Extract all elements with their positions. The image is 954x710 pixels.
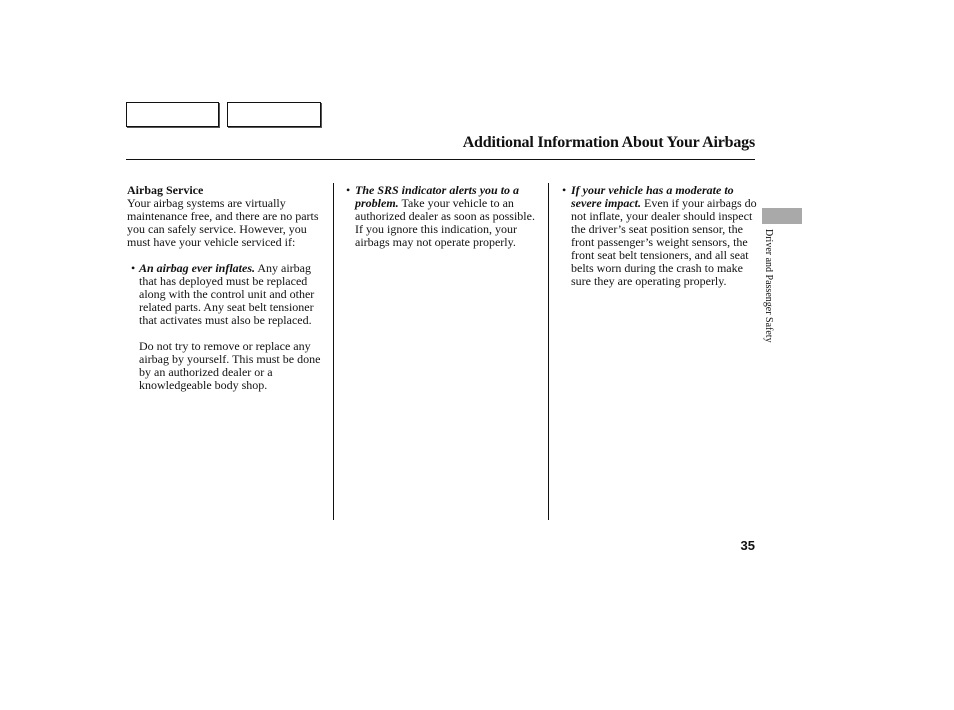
note-paragraph: Do not try to remove or replace any airbag by yourself. This must be done by an authorized dealer or a knowledgeable body shop. <box>139 339 321 392</box>
bullet-lead: If your vehicle has a moderate to severe impact. <box>571 183 734 210</box>
bullet-lead: An airbag ever inflates. <box>139 261 255 275</box>
section-tab[interactable] <box>762 208 802 224</box>
intro-paragraph: Your airbag systems are virtually maintenance free, and there are no parts you can safely service. However, you must have your vehicle serviced if: <box>127 196 319 249</box>
bullet-text: Even if your airbags do not inflate, your dealer should inspect the driver’s seat position sensor, the front passenger’s weight sensors, the front seat belt tensioners, and all seat belts worn during the crash to make sure they are operating properly. <box>571 196 757 288</box>
bullet-dot: • <box>346 183 351 197</box>
column-divider-2 <box>548 183 549 520</box>
bullet-lead: The SRS indicator alerts you to a problem. <box>355 183 520 210</box>
column-divider-1 <box>333 183 334 520</box>
section-label: Driver and Passenger Safety <box>763 229 774 343</box>
bullet-srs-indicator <box>346 184 536 249</box>
column-3 <box>562 184 757 288</box>
section-heading: Airbag Service <box>127 183 204 197</box>
nav-button-2[interactable] <box>227 102 321 127</box>
page-number: 35 <box>740 538 755 553</box>
bullet-airbag-inflates <box>131 262 327 327</box>
bullet-dot: • <box>562 183 567 197</box>
page-title: Additional Information About Your Airbags <box>462 134 755 151</box>
bullet-text: Any airbag that has deployed must be replaced along with the control unit and other related parts. Any seat belt tensioner that activates must also be replaced. <box>139 261 315 327</box>
header-rule <box>126 159 755 160</box>
column-2 <box>346 184 536 249</box>
bullet-dot: • <box>131 261 136 275</box>
nav-button-1[interactable] <box>126 102 219 127</box>
bullet-text: Take your vehicle to an authorized dealer as soon as possible. If you ignore this indication, your airbags may not operate properly. <box>355 196 535 249</box>
bullet-severe-impact <box>562 184 757 288</box>
column-1 <box>127 184 327 392</box>
